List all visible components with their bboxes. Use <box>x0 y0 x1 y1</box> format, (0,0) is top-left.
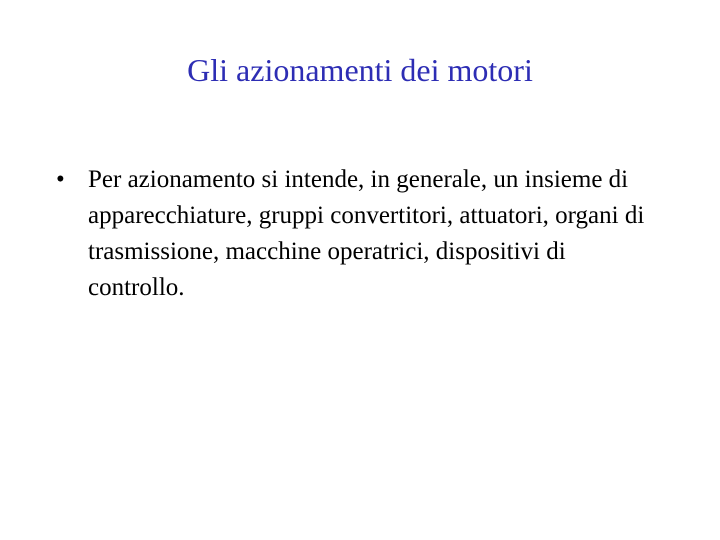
bullet-item <box>56 162 656 306</box>
bullet-marker: • <box>56 166 65 193</box>
bullet-list <box>56 162 656 306</box>
bullet-text: Per azionamento si intende, in generale, un insieme di apparecchiature, gruppi convertitori, attuatori, organi di trasmissione, macchine operatrici, dispositivi di controllo. <box>88 166 645 301</box>
slide-title: Gli azionamenti dei motori <box>187 52 533 88</box>
